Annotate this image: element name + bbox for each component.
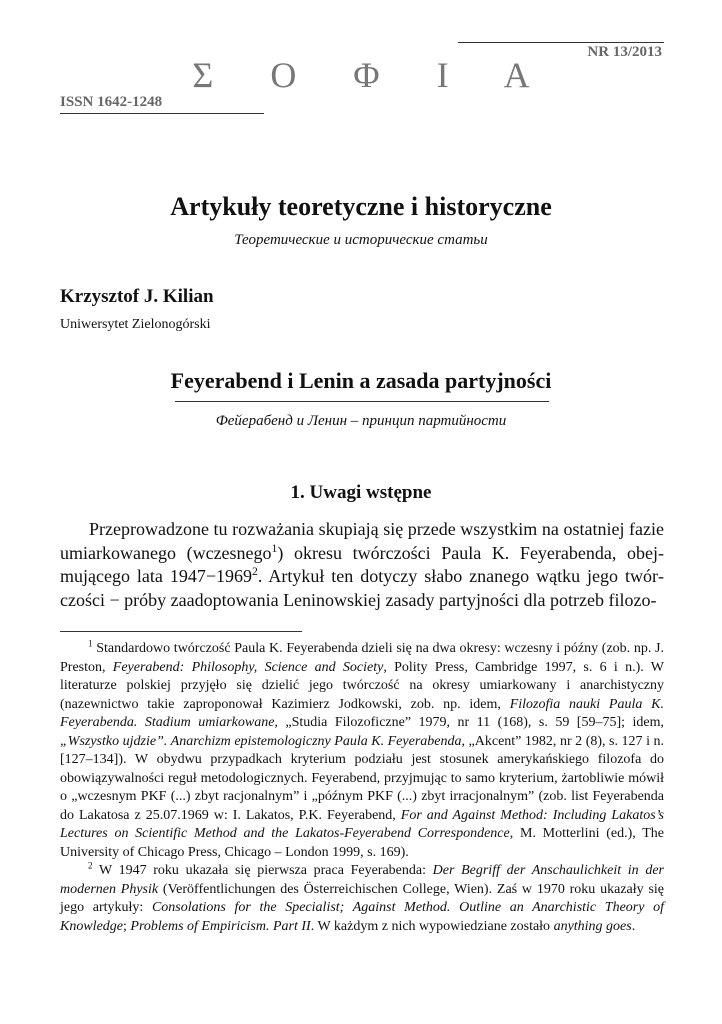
section-title: Artykuły teoretyczne i historyczne xyxy=(170,192,552,221)
footnote-1 xyxy=(60,640,664,862)
footnote-1-text: Standardowo twórczość Paula K. Feyerabenda dzieli się na dwa okresy: wczesny i późny (zob. np. J. Preston, xyxy=(60,641,664,675)
footnote-1-text: , „Akcent” 1982, nr 2 (8), s. 127 i n. [127–134]). W obydwu przypadkach kryterium podziału jest stosunek amerykańskiego filozofa do obowiązywalności reguł metodologicznych. Feyerabend, przyjmując to samo kryterium, żartobliwie mówił o „wczesnym PKF (...) zbyt racjonalnym” i „późnym PKF (...) zbyt irracjonalnym” (zob. list Feyerabenda do Lakatosa z 25.07.1969 w: I. Lakatos, P.K. Feyerabend, xyxy=(60,733,664,823)
author-name: Krzysztof J. Kilian xyxy=(60,286,214,307)
footnote-2-text: ; xyxy=(123,918,131,934)
footnotes xyxy=(60,640,664,936)
body-paragraph xyxy=(60,518,664,612)
article-title: Feyerabend i Lenin a zasada partyjności xyxy=(170,368,552,393)
title-rule xyxy=(175,401,549,402)
footnote-2-citation: anything goes xyxy=(553,918,632,934)
issn-label: ISSN 1642-1248 xyxy=(60,94,163,110)
footnote-1-citation: Filozofia nauki Paula K. Feyerabenda. Stadium umiarkowane xyxy=(60,696,664,730)
footnote-2-mark: 2 xyxy=(88,860,93,871)
body-text-a: Przeprowadzone tu rozważania skupiają się przede wszystkim na ostatniej fazie umiarkowanego (wczesnego xyxy=(60,519,664,563)
footnote-2 xyxy=(60,862,664,936)
header-top-rule xyxy=(458,42,664,43)
body-text-b: ) okresu twórczości Paula K. Feyerabenda, obejmującego lata 1947−1969 xyxy=(60,542,664,587)
footnote-2-text: (Veröffentlichungen des Österreichischen College, Wien). Zaś w 1970 roku ukazały się jego artykuły: xyxy=(60,881,664,915)
footnote-2-citation: Der Begriff der Anschaulichkeit in der modernen Physik xyxy=(60,863,665,897)
footnote-2-text: . W każdym z nich wypowiedziane zostało xyxy=(310,918,554,934)
section-subtitle: Теоретические и исторические статьи xyxy=(234,232,488,248)
footnote-1-text: , M. Motterlini (ed.), The University of Chicago Press, Chicago – London 1999, s. 169). xyxy=(60,826,664,860)
footnote-2-citation: Problems of Empiricism. Part II xyxy=(130,918,311,934)
footnote-2-text: . xyxy=(631,918,636,934)
footnote-1-citation: „Wszystko ujdzie”. Anarchizm epistemologiczny Paula K. Feyerabenda xyxy=(60,733,462,749)
body-text-c: . Artykuł ten dotyczy słabo znanego wątku jego twórczości − próby zaadoptowania Leninowskiej zasady partyjności dla potrzeb filozo- xyxy=(60,566,664,610)
journal-logo: Σ Ο Φ Ι Α xyxy=(192,55,554,95)
footnote-ref-2[interactable]: 2 xyxy=(252,565,258,579)
footnote-2-citation: Consolations for the Specialist; Against Method. Outline an Anarchistic Theory of Knowledge xyxy=(60,900,664,934)
footnote-1-mark: 1 xyxy=(88,638,93,649)
footnote-1-text: , Polity Press, Cambridge 1997, s. 6 i n.). W literaturze polskiej przyjęło się dzielić jego twórczość na okresy umiarkowany i anarchistyczny (nazewnictwo takie zaproponował Kazimierz Jodkowski, zob. np. idem, xyxy=(60,659,665,712)
issue-number: NR 13/2013 xyxy=(587,44,662,60)
header-bottom-rule xyxy=(60,113,264,114)
footnote-1-text: , „Studia Filozoficzne” 1979, nr 11 (168), s. 59 [59–75]; idem, xyxy=(274,715,664,730)
footnote-1-citation: Feyerabend: Philosophy, Science and Society xyxy=(112,659,384,675)
section-heading: 1. Uwagi wstępne xyxy=(290,482,432,503)
footnote-1-citation: For and Against Method: Including Lakatos’s Lectures on Scientific Method and the Lakatos-Feyerabend Correspondence xyxy=(60,807,664,841)
footnote-ref-1[interactable]: 1 xyxy=(271,541,278,555)
footnote-2-text: W 1947 roku ukazała się pierwsza praca Feyerabenda: xyxy=(92,863,433,878)
footnote-separator xyxy=(60,631,302,632)
author-affiliation: Uniwersytet Zielonogórski xyxy=(60,317,211,332)
article-subtitle: Фейерабенд и Ленин – принцип партийности xyxy=(215,413,507,429)
